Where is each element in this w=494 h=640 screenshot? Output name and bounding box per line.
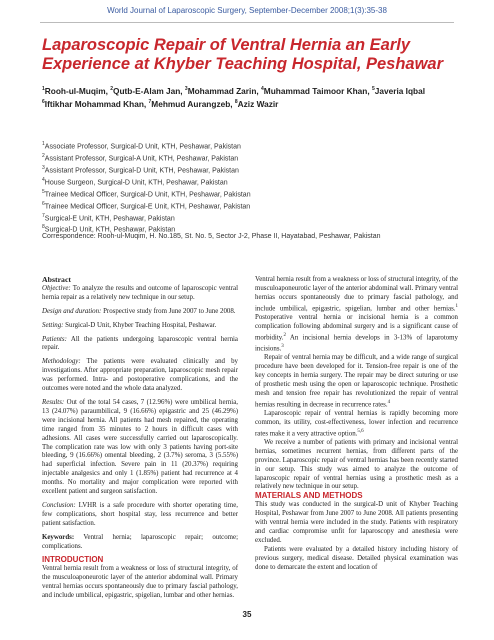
- abstract-results: Results: Out of the total 54 cases, 7 (12.96%) were umbilical hernia, 13 (24.07%) paraumbilical, 9 (16.66%) epigastric and 25 (46.29%) were incisional hernia. All patients had mesh repaired, the operating time ranged from 35 minutes to 2 hours in difficult cases with adhesions. All cases were successfully carried out laparoscopically. The complication rate was low with only 3 patients having port-site bleeding, 9 (16.66%) omental bleeding, 2 (3.7%) seroma, 3 (5.55%) had superficial infection. Severe pain in 11 (20.37%) requiring injectable analgesics and only 1 (1.85%) patient had recurrence at 4 months. No mortality and major complication were reported with excellent patient and surgeon satisfaction.: [42, 398, 238, 496]
- methods-heading: MATERIALS AND METHODS: [255, 491, 363, 501]
- author: $^4$Muhammad Taimoor Khan,: [261, 85, 372, 96]
- page-number: 35: [242, 610, 252, 619]
- abstract-keywords: Keywords: Ventral hernia; laparoscopic repair; outcome; complications.: [42, 533, 238, 550]
- introduction-paragraph: Ventral hernia result from a weakness or loss of structural integrity, of the musculoaponeurotic layer of the anterior abdominal wall. Primary ventral hernias occurs spontaneously due to primary fascial pathology, and include umbilical, epigastric, spigelian, lumbar and other hernias.: [42, 565, 238, 600]
- abstract-conclusion: Conclusion: LVHR is a safe procedure with shorter operating time, few complications, short hospital stay, less recurrence and better patient satisfaction.: [42, 501, 238, 527]
- abstract-design: Design and duration: Prospective study from June 2007 to June 2008.: [42, 307, 236, 315]
- methods-paragraph: This study was conducted in the surgical-D unit of Khyber Teaching Hospital, Peshawar from June 2007 to June 2008. All patients presenting with ventral hernia were included in the study. Patients with respiratory and cardiac compromise unfit for laparoscopy and anesthesia were excluded.: [255, 501, 458, 544]
- affiliation: $^7$Surgical-E Unit, KTH, Peshawar, Pakistan: [42, 212, 175, 222]
- affiliation: $^5$Trainee Medical Officer, Surgical-D Unit, KTH, Peshawar, Pakistan: [42, 188, 251, 199]
- article-title: Laparoscopic Repair of Ventral Hernia an Early Experience at Khyber Teaching Hospital, Peshawar: [42, 36, 444, 73]
- author: $^6$Iftikhar Mohammad Khan,: [42, 98, 149, 109]
- affiliation: $^6$Trainee Medical Officer, Surgical-E Unit, KTH, Peshawar, Pakistan: [42, 200, 251, 210]
- affiliation: $^4$House Surgeon, Surgical-D Unit, KTH, Peshawar, Pakistan: [42, 176, 228, 187]
- abstract-heading: Abstract: [42, 275, 72, 284]
- introduction-paragraph: We receive a number of patients with primary and incisional ventral hernias, sometimes recurrent hernias, from different parts of the province. Laparoscopic repair of ventral hernias has been recently started in our setup. This study was aimed to analyze the outcome of laparoscopic repair of ventral hernias using a prosthetic mesh as a relatively new technique in our setup.: [255, 438, 458, 491]
- correspondence: Correspondence: Rooh-ul-Muqim, H. No.185, St. No. 5, Sector J-2, Phase II, Hayatabad, Peshawar, Pakistan: [42, 233, 381, 240]
- author: $^5$Javeria Iqbal: [371, 85, 426, 96]
- affiliation: $^1$Associate Professor, Surgical-D Unit, KTH, Peshawar, Pakistan: [42, 141, 241, 151]
- author-list: [42, 84, 462, 110]
- abstract-methodology: Methodology: The patients were evaluated clinically and by investigations. After appropriate preparation, laparoscopic mesh repair was performed. Intra- and postoperative complications, and the outcomes were noted and the whole data analyzed.: [42, 358, 238, 393]
- introduction-paragraph: Laparoscopic repair of ventral hernias is rapidly becoming more common, its utility, cost-effectiveness, lower infection and recurrence rates make it a very attractive option.$^{5,6}$: [255, 409, 458, 437]
- abstract-setting: Setting: Surgical-D Unit, Khyber Teaching Hospital, Peshawar.: [42, 321, 217, 329]
- author: $^7$Mehmud Aurangzeb,: [148, 98, 235, 109]
- abstract-objective: Objective: To analyze the results and outcome of laparoscopic ventral hernia repair as a relatively new technique in our setup.: [42, 284, 238, 301]
- introduction-heading: INTRODUCTION: [42, 555, 104, 565]
- journal-header: World Journal of Laparoscopic Surgery, September-December 2008;1(3):35-38: [107, 6, 387, 15]
- header-divider: [40, 22, 454, 23]
- affiliation: $^2$Assistant Professor, Surgical-A Unit, KTH, Peshawar, Pakistan: [42, 152, 239, 163]
- author: $^8$Aziz Wazir: [234, 98, 279, 109]
- affiliation-list: [42, 140, 462, 235]
- abstract-patients: Patients: All the patients undergoing laparoscopic ventral hernia repair.: [42, 335, 238, 352]
- affiliation: $^3$Assistant Professor, Surgical-D Unit, KTH, Peshawar, Pakistan: [42, 164, 239, 175]
- affiliation: $^8$Surgical-D Unit, KTH, Peshawar, Pakistan: [42, 224, 176, 234]
- author: $^2$Qutb-E-Alam Jan,: [110, 85, 185, 96]
- author: $^1$Rooh-ul-Muqim,: [42, 85, 111, 96]
- introduction-paragraph-continued: Ventral hernia result from a weakness or loss of structural integrity, of the musculoaponeurotic layer of the anterior abdominal wall. Primary ventral hernias occurs spontaneously due to primary fascial pathology, and include umbilical, epigastric, spigelian, lumbar and other hernias.$^1$ Postoperative ventral hernia or incisional hernia is a common complication following abdominal surgery and is a significant cause of morbidity.$^2$ An incisional hernia develops in 3-13% of laparotomy incisions.$^3$: [255, 276, 459, 353]
- left-column: [42, 276, 238, 601]
- methods-paragraph: Patients were evaluated by a detailed history including history of previous surgery, medical disease. Detailed physical examination was done to demarcate the extent and location of: [255, 545, 458, 571]
- right-column: [255, 276, 458, 572]
- introduction-paragraph: Repair of ventral hernia may be difficult, and a wide range of surgical procedure have been developed for it. Tension-free repair is one of the key concepts in hernia surgery. The repair may be direct suturing or use of prosthetic mesh using the open or laparoscopic technique. Prosthetic mesh and tension free repair has revolutionized the repair of ventral hernias resulting in decrease in recurrence rates.$^4$: [255, 354, 458, 408]
- author: $^3$Mohammad Zarin,: [184, 85, 262, 96]
